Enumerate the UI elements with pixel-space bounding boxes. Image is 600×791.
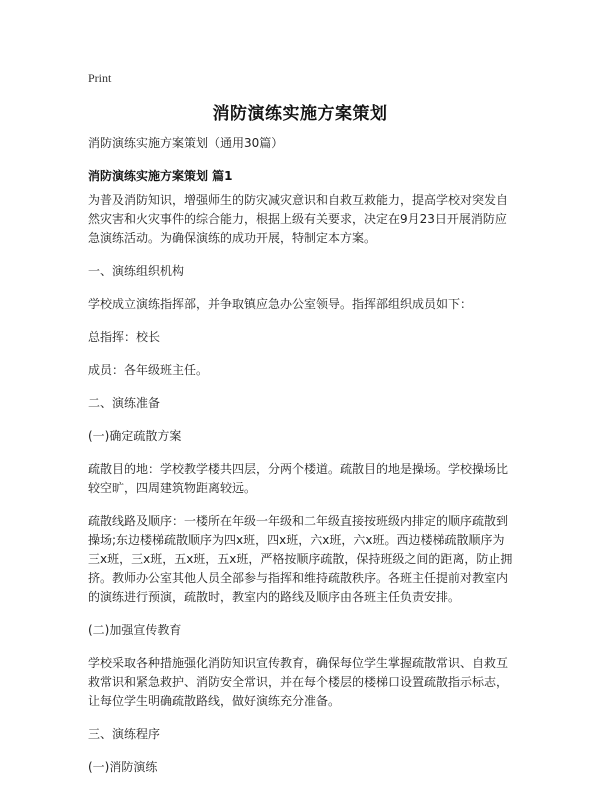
document-body [88, 134, 516, 791]
section-heading: 消防演练实施方案策划 篇1 [88, 169, 233, 183]
subheading-fire-drill: (一)消防演练 [88, 760, 158, 774]
print-label: Print [88, 71, 112, 85]
heading-organization: 一、演练组织机构 [88, 264, 185, 278]
heading-procedure: 三、演练程序 [88, 727, 161, 741]
subheading-education: (二)加强宣传教育 [88, 623, 182, 637]
document-title: 消防演练实施方案策划 [212, 104, 388, 124]
commander-line: 总指挥：校长 [88, 330, 161, 344]
evacuation-destination-paragraph: 疏散目的地：学校教学楼共四层，分两个楼道。疏散目的地是操场。学校操场比较空旷，四周建筑物距离较远。 [88, 462, 509, 495]
members-line: 成员：各年级班主任。 [88, 363, 209, 377]
heading-preparation: 二、演练准备 [88, 396, 161, 410]
education-paragraph: 学校采取各种措施强化消防知识宣传教育，确保每位学生掌握疏散常识、自救互救常识和紧急救护、消防安全常识，并在每个楼层的楼梯口设置疏散指示标志，让每位学生明确疏散路线，做好演练充分准备。 [88, 656, 509, 708]
organization-paragraph: 学校成立演练指挥部，并争取镇应急办公室领导。指挥部组织成员如下： [88, 297, 473, 311]
subheading-evacuation-plan: (一)确定疏散方案 [88, 429, 182, 443]
intro-paragraph: 为普及消防知识，增强师生的防灾减灾意识和自救互救能力，提高学校对突发自然灾害和火灾事件的综合能力，根据上级有关要求，决定在9月23日开展消防应急演练活动。为确保演练的成功开展，特制定本方案。 [88, 193, 509, 245]
evacuation-route-paragraph: 疏散线路及顺序：一楼所在年级一年级和二年级直接按班级内排定的顺序疏散到操场;东边楼梯疏散顺序为四x班，四x班，六x班，六x班。西边楼梯疏散顺序为三x班，三x班，五x班，五x班，严格按顺序疏散，保持班级之间的距离，防止拥挤。教师办公室其他人员全部参与指挥和维持疏散秩序。各班主任提前对教室内的演练进行预演，疏散时，教室内的路线及顺序由各班主任负责安排。 [88, 514, 513, 604]
document-subtitle: 消防演练实施方案策划（通用30篇） [88, 136, 284, 150]
